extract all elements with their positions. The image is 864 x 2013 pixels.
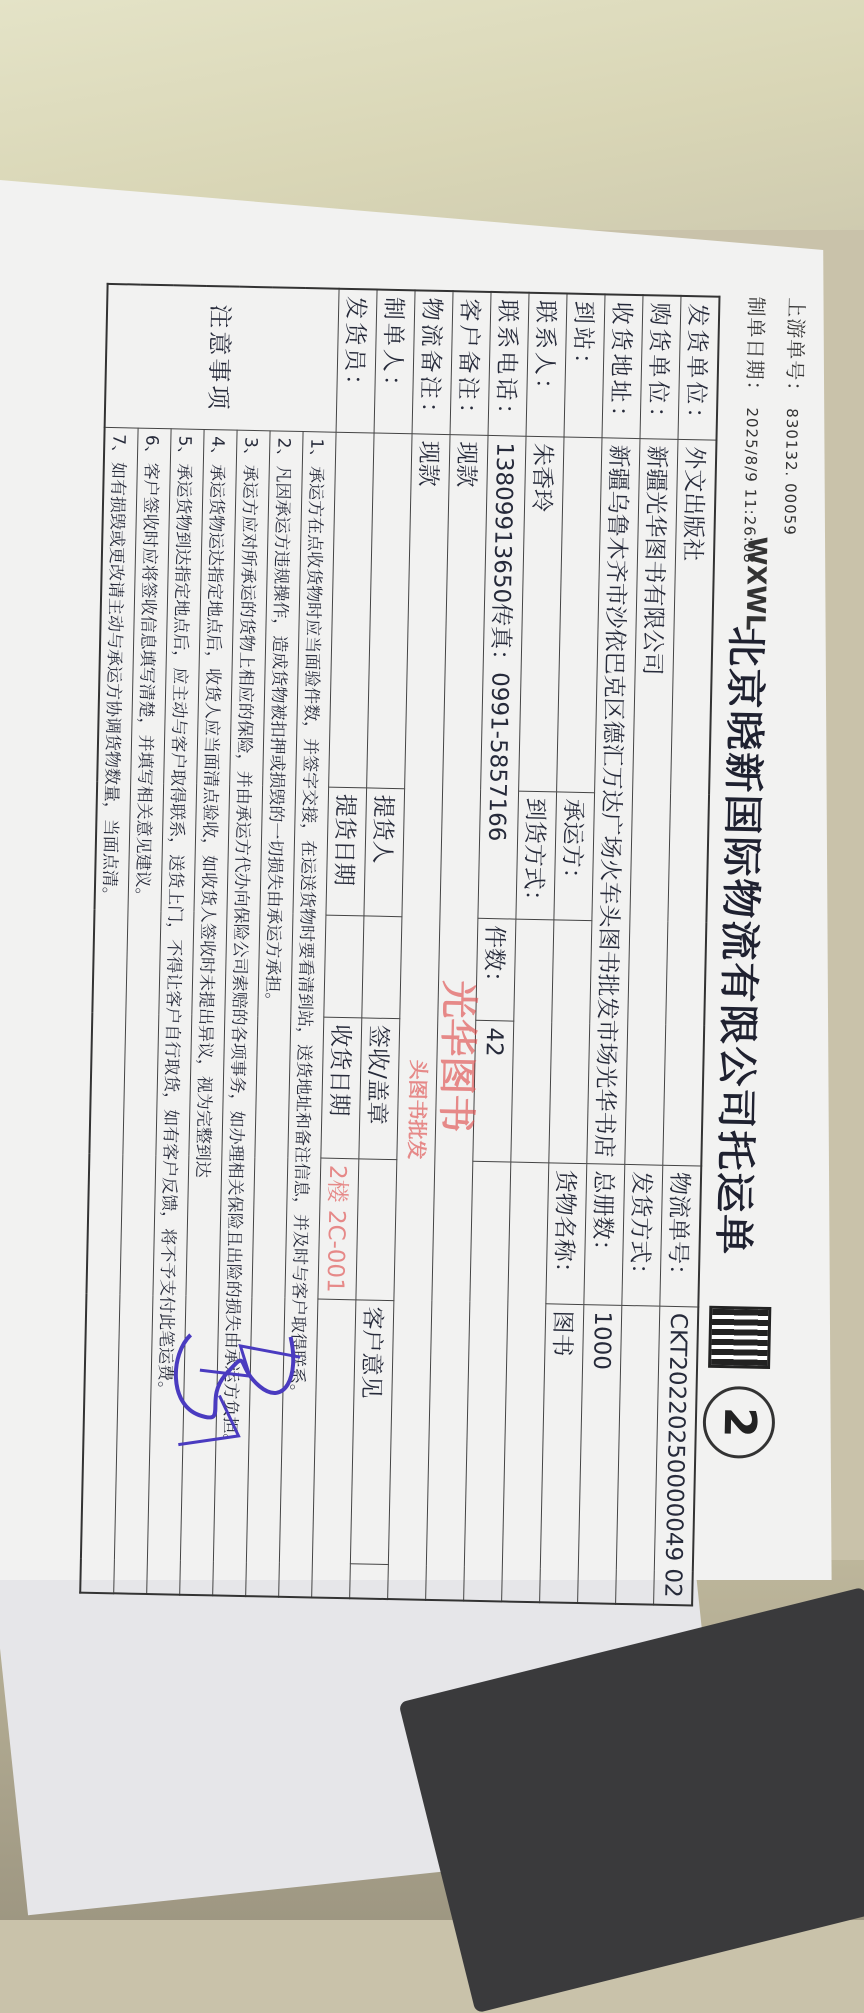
address-value: 新疆乌鲁木齐市沙依巴克区德汇万达广场火车头图书批发市场光华书店 [587, 438, 640, 1165]
maker-label: 制单人： [374, 290, 415, 434]
waybill-no-label: 物流单号： [660, 1165, 701, 1307]
opinion-value [350, 1564, 389, 1599]
carrier-label: 承运方： [554, 792, 595, 921]
maker-value [367, 433, 412, 789]
pieces-label: 件数： [476, 918, 516, 1021]
goods-label: 货物名称： [546, 1163, 587, 1305]
logistics-remark-value: 现款 [388, 434, 450, 1600]
buyer-value: 新疆光华图书有限公司 [625, 439, 678, 1166]
pickup-date-value [324, 915, 364, 1018]
total-value: 1000 [578, 1304, 622, 1603]
phone-value: 13809913650传真：0991-5857166 [478, 435, 526, 919]
date-line [738, 296, 773, 564]
waybill-no-value: CKT20220250000049 02 [654, 1306, 699, 1605]
pieces-value: 42 [473, 1020, 514, 1162]
address-label: 收货地址： [602, 294, 643, 438]
note-item: 7、如有损毁或更改请主动与承运方协调货物数量，当面点清。 [80, 427, 138, 1593]
page-number: 2 [702, 1386, 775, 1459]
upstream-number-line [778, 297, 812, 536]
shipper-label: 发货单位： [678, 296, 719, 440]
pickup-date-label: 提货日期 [326, 787, 367, 916]
total-label: 总册数： [584, 1164, 625, 1306]
red-stamp-small-text: 头图书批发 [404, 1059, 431, 1160]
contact-value: 朱香玲 [519, 436, 564, 792]
contact-label: 联系人： [526, 293, 567, 437]
note-item: 5、承运货物到达指定地点后，应主动与客户取得联系，送货上门，不得让客户自行取货，如有客户反馈，将不予支付此笔运费。 [147, 429, 204, 1595]
arrival-value [511, 919, 554, 1163]
receive-date-stamp: 2楼 2C-001 [318, 1158, 359, 1300]
remark-label: 客户备注： [450, 291, 491, 435]
sender-value [329, 432, 374, 788]
note-item: 4、承运货物运达指定地点后，收货人应当面清点验收，如收货人签收时未提出异议，视为完整到达 [180, 429, 237, 1595]
notes-label: 注意事项 [105, 284, 339, 432]
company-logo: WXWL [739, 536, 772, 631]
date-label: 制单日期： [742, 296, 769, 402]
note-item: 3、承运方应对所承运的货物上相应的保险，并由承运方代办向保险公司索赔的各项事务，如办理相关保险且出险的损失由承运方负担。 [213, 430, 270, 1596]
receive-date-label: 收货日期 [321, 1017, 362, 1159]
waybill-document [68, 283, 813, 1599]
goods-value: 图书 [540, 1304, 584, 1603]
note-item: 6、客户签收时应将签收信息填写清楚，并填写相关意见建议。 [114, 428, 171, 1594]
logistics-remark-label: 物流备注： [412, 290, 453, 434]
opinion-label: 客户意见 [350, 1300, 394, 1565]
upstream-label: 上游单号： [782, 297, 809, 403]
shipper-value: 外文出版社 [663, 439, 717, 1166]
note-item: 2、凡因承运方违规操作，造成货物被扣押或损毁的一切损失由承运方承担。 [246, 431, 303, 1597]
document-title: 北京晓新国际物流有限公司托运单 [709, 625, 769, 1257]
date-value: 2025/8/9 11:26:08 [739, 407, 762, 565]
carrier-value [549, 920, 592, 1164]
sign-value [356, 1159, 397, 1301]
qr-code-icon [708, 1306, 771, 1369]
handwritten-signature [158, 1314, 321, 1457]
sender-label: 发货员： [336, 289, 377, 433]
red-stamp-text: 光华图书 [433, 979, 482, 1133]
dispatch-value [616, 1305, 660, 1604]
sign-label: 签收/盖章 [359, 1018, 400, 1160]
phone-label: 联系电话： [488, 292, 529, 436]
buyer-label: 购货单位： [640, 295, 681, 439]
upstream-number: 830132. 00059 [780, 408, 802, 536]
arrival-label: 到货方式： [516, 791, 557, 920]
dispatch-label: 发货方式： [622, 1164, 663, 1306]
note-item: 1、承运方在点收货物时应当面验件数，并签字交接，在运送货物时要看清到站，送货地址和备注信息，并及时与客户取得联系。 [279, 432, 336, 1598]
pickup-person-label: 提货人 [364, 788, 405, 917]
pickup-person-value [362, 916, 402, 1019]
station-value [557, 437, 602, 793]
station-label: 到站： [564, 294, 605, 438]
remark-value: 现款 [426, 435, 488, 1601]
